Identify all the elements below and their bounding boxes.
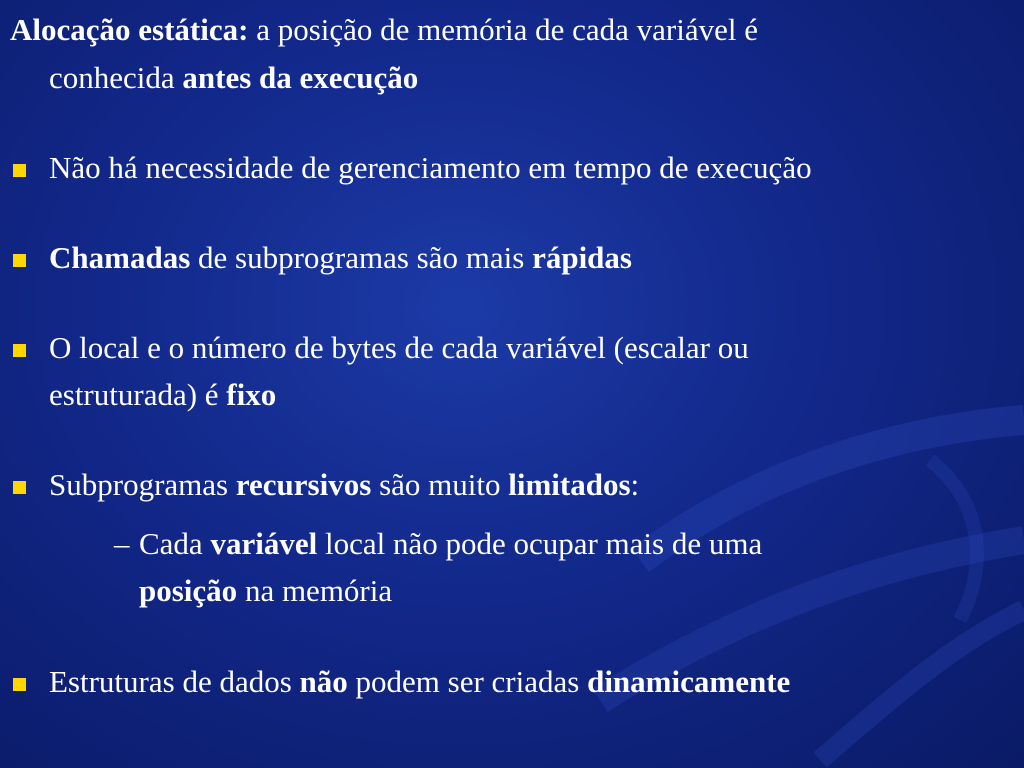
bullet-3-text-1: O local e o número de bytes de cada variável (escalar ou xyxy=(49,330,749,365)
sub-item-line-1 xyxy=(139,521,762,567)
bullet-item-1 xyxy=(49,145,812,191)
bullet-4-bold-1: recursivos xyxy=(235,467,372,502)
bullet-item-3-line-1 xyxy=(49,325,749,371)
sub-text-2: local não pode ocupar mais de uma xyxy=(317,526,763,561)
bullet-square-icon xyxy=(13,164,26,177)
sub-bold-2: posição xyxy=(139,573,238,608)
intro-text-1: a posição de memória de cada variável é xyxy=(248,12,758,47)
bullet-3-bold: fixo xyxy=(226,377,277,412)
sub-text-3: na memória xyxy=(237,573,393,608)
sub-item-line-2 xyxy=(139,568,392,614)
intro-line-2 xyxy=(49,55,418,101)
bullet-item-2 xyxy=(49,235,632,281)
bullet-item-3-line-2 xyxy=(49,372,276,418)
dash-icon: – xyxy=(114,526,130,561)
bullet-5-bold-2: dinamicamente xyxy=(587,664,791,699)
intro-bold-2: antes da execução xyxy=(182,60,419,95)
bullet-3-text-2: estruturada) é xyxy=(49,377,227,412)
intro-line-1 xyxy=(10,7,758,53)
bullet-square-icon xyxy=(13,678,26,691)
bullet-square-icon xyxy=(13,254,26,267)
bullet-square-icon xyxy=(13,344,26,357)
bullet-2-text: de subprogramas são mais xyxy=(190,240,533,275)
bullet-5-text-2: podem ser criadas xyxy=(347,664,588,699)
bullet-4-text-2: são muito xyxy=(371,467,509,502)
bullet-4-bold-2: limitados xyxy=(508,467,631,502)
bullet-item-4 xyxy=(49,462,639,508)
bullet-2-bold-2: rápidas xyxy=(532,240,632,275)
intro-text-2: conhecida xyxy=(49,60,183,95)
bullet-4-text-3: : xyxy=(630,467,640,502)
bullet-5-bold-1: não xyxy=(299,664,348,699)
bullet-item-5 xyxy=(49,659,790,705)
bullet-1-text: Não há necessidade de gerenciamento em tempo de execução xyxy=(49,150,812,185)
sub-text-1: Cada xyxy=(139,526,211,561)
bullet-4-text-1: Subprogramas xyxy=(49,467,236,502)
bullet-square-icon xyxy=(13,481,26,494)
sub-bold-1: variável xyxy=(210,526,318,561)
intro-bold: Alocação estática: xyxy=(10,12,249,47)
bullet-2-bold-1: Chamadas xyxy=(49,240,191,275)
bullet-5-text-1: Estruturas de dados xyxy=(49,664,300,699)
